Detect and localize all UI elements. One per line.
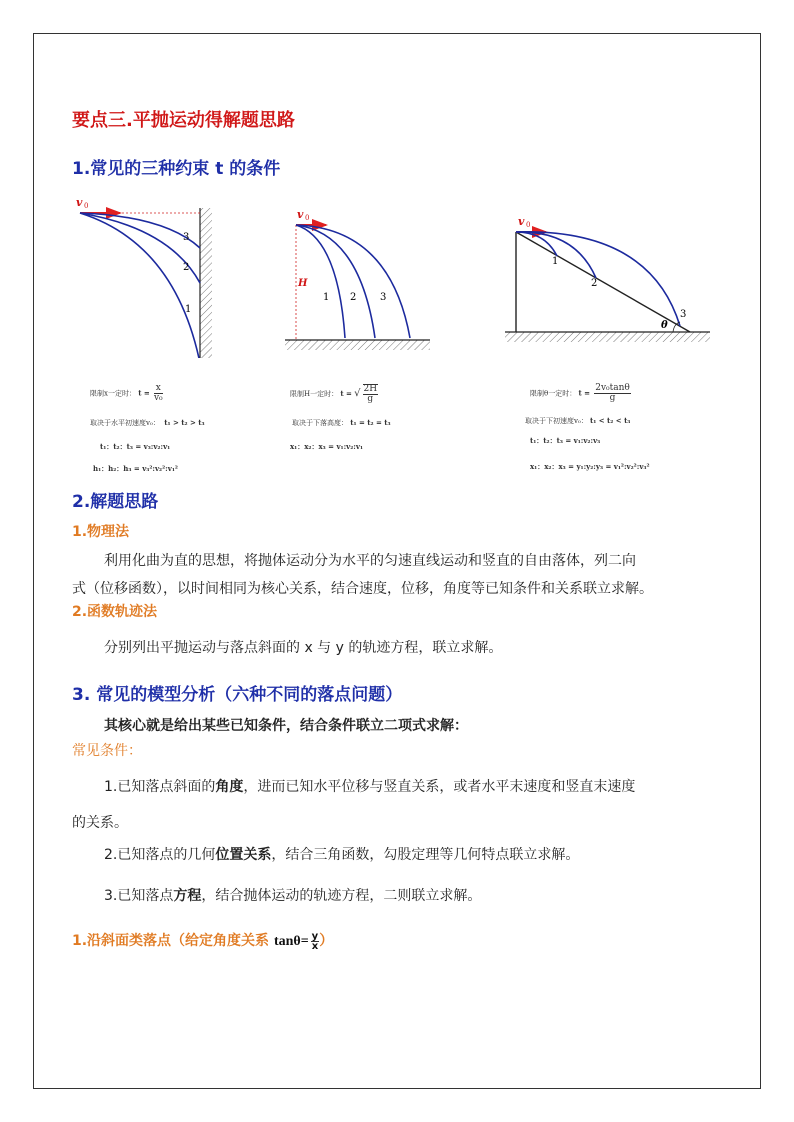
condition-text: ，结合抛体运动的轨迹方程，二则联立求解。 bbox=[201, 888, 482, 904]
numerator: y bbox=[311, 930, 319, 942]
method-2-line-1: 分别列出平抛运动与落点斜面的 x 与 y 的轨迹方程，联立求解。 bbox=[104, 640, 503, 656]
caption-eq: t₁ < t₂ < t₃ bbox=[590, 416, 631, 425]
v0-subscript: 0 bbox=[305, 214, 310, 222]
condition-1 bbox=[104, 773, 635, 801]
caption-text: 限制H一定时： bbox=[290, 390, 339, 398]
v0-subscript: 0 bbox=[526, 221, 531, 229]
label-1: 1 bbox=[552, 256, 559, 267]
caption-eq: t = bbox=[578, 388, 590, 398]
fig2-caption-2 bbox=[292, 418, 391, 428]
fraction bbox=[311, 932, 320, 951]
condition-text: 1.已知落点斜面的 bbox=[104, 779, 216, 795]
trajectory-2 bbox=[296, 225, 375, 338]
caption-eq: t₁ > t₂ > t₃ bbox=[164, 418, 205, 427]
v0-label: v bbox=[297, 208, 304, 221]
denominator: g bbox=[609, 393, 616, 403]
caption-eq: t₁：t₂：t₃ = v₃:v₂:v₁ bbox=[100, 442, 171, 451]
method-1-title: 1.物理法 bbox=[72, 524, 130, 540]
method-1-line-1: 利用化曲为直的思想，将抛体运动分为水平的匀速直线运动和竖直的自由落体，列二向 bbox=[104, 553, 636, 569]
fig1-caption-1 bbox=[90, 384, 163, 403]
numerator: 2H bbox=[363, 384, 378, 394]
caption-eq: h₁：h₂：h₃ = v₃²:v₂²:v₁² bbox=[93, 464, 178, 473]
caption-text: 限制x一定时： bbox=[90, 389, 136, 398]
label-2: 2 bbox=[350, 292, 357, 303]
close-paren: ） bbox=[319, 933, 334, 949]
condition-keyword: 角度 bbox=[215, 779, 244, 795]
numerator: 2v₀tanθ bbox=[595, 383, 630, 393]
caption-text: 限制θ一定时： bbox=[530, 389, 577, 398]
label-3: 3 bbox=[680, 309, 687, 320]
v0-label: v bbox=[76, 196, 83, 209]
denominator: x bbox=[311, 940, 319, 952]
section-title: 要点三.平抛运动得解题思路 bbox=[72, 110, 295, 131]
fig3-caption-1 bbox=[530, 384, 631, 403]
condition-text: 2.已知落点的几何 bbox=[104, 847, 216, 863]
fraction bbox=[594, 384, 631, 403]
condition-text: 3.已知落点 bbox=[104, 888, 174, 904]
fig1-caption-4 bbox=[93, 464, 178, 474]
model-1-title bbox=[72, 930, 333, 951]
condition-1-line-2: 的关系。 bbox=[72, 815, 128, 831]
caption-eq: x₁：x₂：x₃ = y₁:y₂:y₃ = v₁²:v₂²:v₃² bbox=[530, 462, 650, 471]
caption-eq: t₁：t₂：t₃ = v₁:v₂:v₃ bbox=[530, 436, 601, 445]
method-2-title: 2.函数轨迹法 bbox=[72, 604, 158, 620]
caption-eq: t = bbox=[138, 388, 150, 398]
figure-wall bbox=[76, 196, 212, 358]
fig1-caption-2 bbox=[90, 418, 205, 428]
label-3: 3 bbox=[380, 292, 387, 303]
condition-keyword: 方程 bbox=[173, 888, 202, 904]
fig2-caption-1 bbox=[290, 384, 378, 404]
figure-height bbox=[285, 208, 430, 350]
conditions-title: 常见条件： bbox=[72, 743, 142, 759]
subsection-3-title: 3. 常见的模型分析（六种不同的落点问题） bbox=[72, 685, 403, 705]
condition-2 bbox=[104, 841, 579, 869]
caption-text: 取决于水平初速度v₀： bbox=[90, 419, 160, 427]
condition-text: ，结合三角函数，勾股定理等几何特点联立求解。 bbox=[271, 847, 580, 863]
figure-incline bbox=[505, 215, 710, 342]
fig3-caption-4 bbox=[530, 462, 650, 472]
label-1: 1 bbox=[185, 304, 192, 315]
label-2: 2 bbox=[183, 262, 190, 273]
fig3-caption-3 bbox=[530, 436, 600, 446]
caption-eq: x₁：x₂：x₃ = v₁:v₂:v₁ bbox=[290, 442, 364, 451]
trajectory-2 bbox=[80, 213, 200, 283]
denominator: g bbox=[367, 394, 374, 404]
projectile-figures bbox=[60, 188, 730, 358]
fig2-caption-3 bbox=[290, 442, 363, 452]
caption-text: 取决于下初速度v₀： bbox=[525, 417, 588, 425]
numerator: x bbox=[155, 383, 161, 393]
formula: tanθ= bbox=[273, 934, 309, 949]
caption-text: 取决于下落高度： bbox=[292, 419, 348, 427]
sqrt-sign: √ bbox=[354, 388, 361, 399]
v0-label: v bbox=[518, 215, 525, 228]
fig1-caption-3 bbox=[100, 442, 170, 452]
condition-text: ，进而已知水平位移与竖直关系，或者水平末速度和竖直末速度 bbox=[243, 779, 636, 795]
model-title-text: 1.沿斜面类落点（给定角度关系 bbox=[72, 933, 274, 949]
label-1: 1 bbox=[323, 292, 330, 303]
label-3: 3 bbox=[183, 232, 190, 243]
trajectory-3 bbox=[296, 225, 410, 338]
core-statement: 其核心就是给出某些已知条件，结合条件联立二项式求解： bbox=[104, 718, 468, 734]
condition-keyword: 位置关系 bbox=[215, 847, 272, 863]
theta-label: θ bbox=[661, 320, 668, 331]
denominator: v₀ bbox=[153, 393, 163, 403]
method-1-line-2: 式（位移函数），以时间相同为核心关系，结合速度，位移，角度等已知条件和关系联立求解。 bbox=[72, 581, 653, 597]
height-label: H bbox=[298, 278, 308, 289]
label-2: 2 bbox=[591, 278, 598, 289]
fig3-caption-2 bbox=[525, 416, 630, 426]
subsection-2-title: 2.解题思路 bbox=[72, 492, 159, 512]
condition-3 bbox=[104, 882, 481, 910]
caption-eq: t = bbox=[340, 389, 352, 398]
fraction bbox=[363, 384, 379, 404]
v0-subscript: 0 bbox=[84, 202, 89, 210]
subsection-1-title: 1.常见的三种约束 t 的条件 bbox=[72, 159, 281, 179]
caption-eq: t₁ = t₂ = t₃ bbox=[350, 418, 391, 427]
fraction bbox=[154, 384, 163, 403]
